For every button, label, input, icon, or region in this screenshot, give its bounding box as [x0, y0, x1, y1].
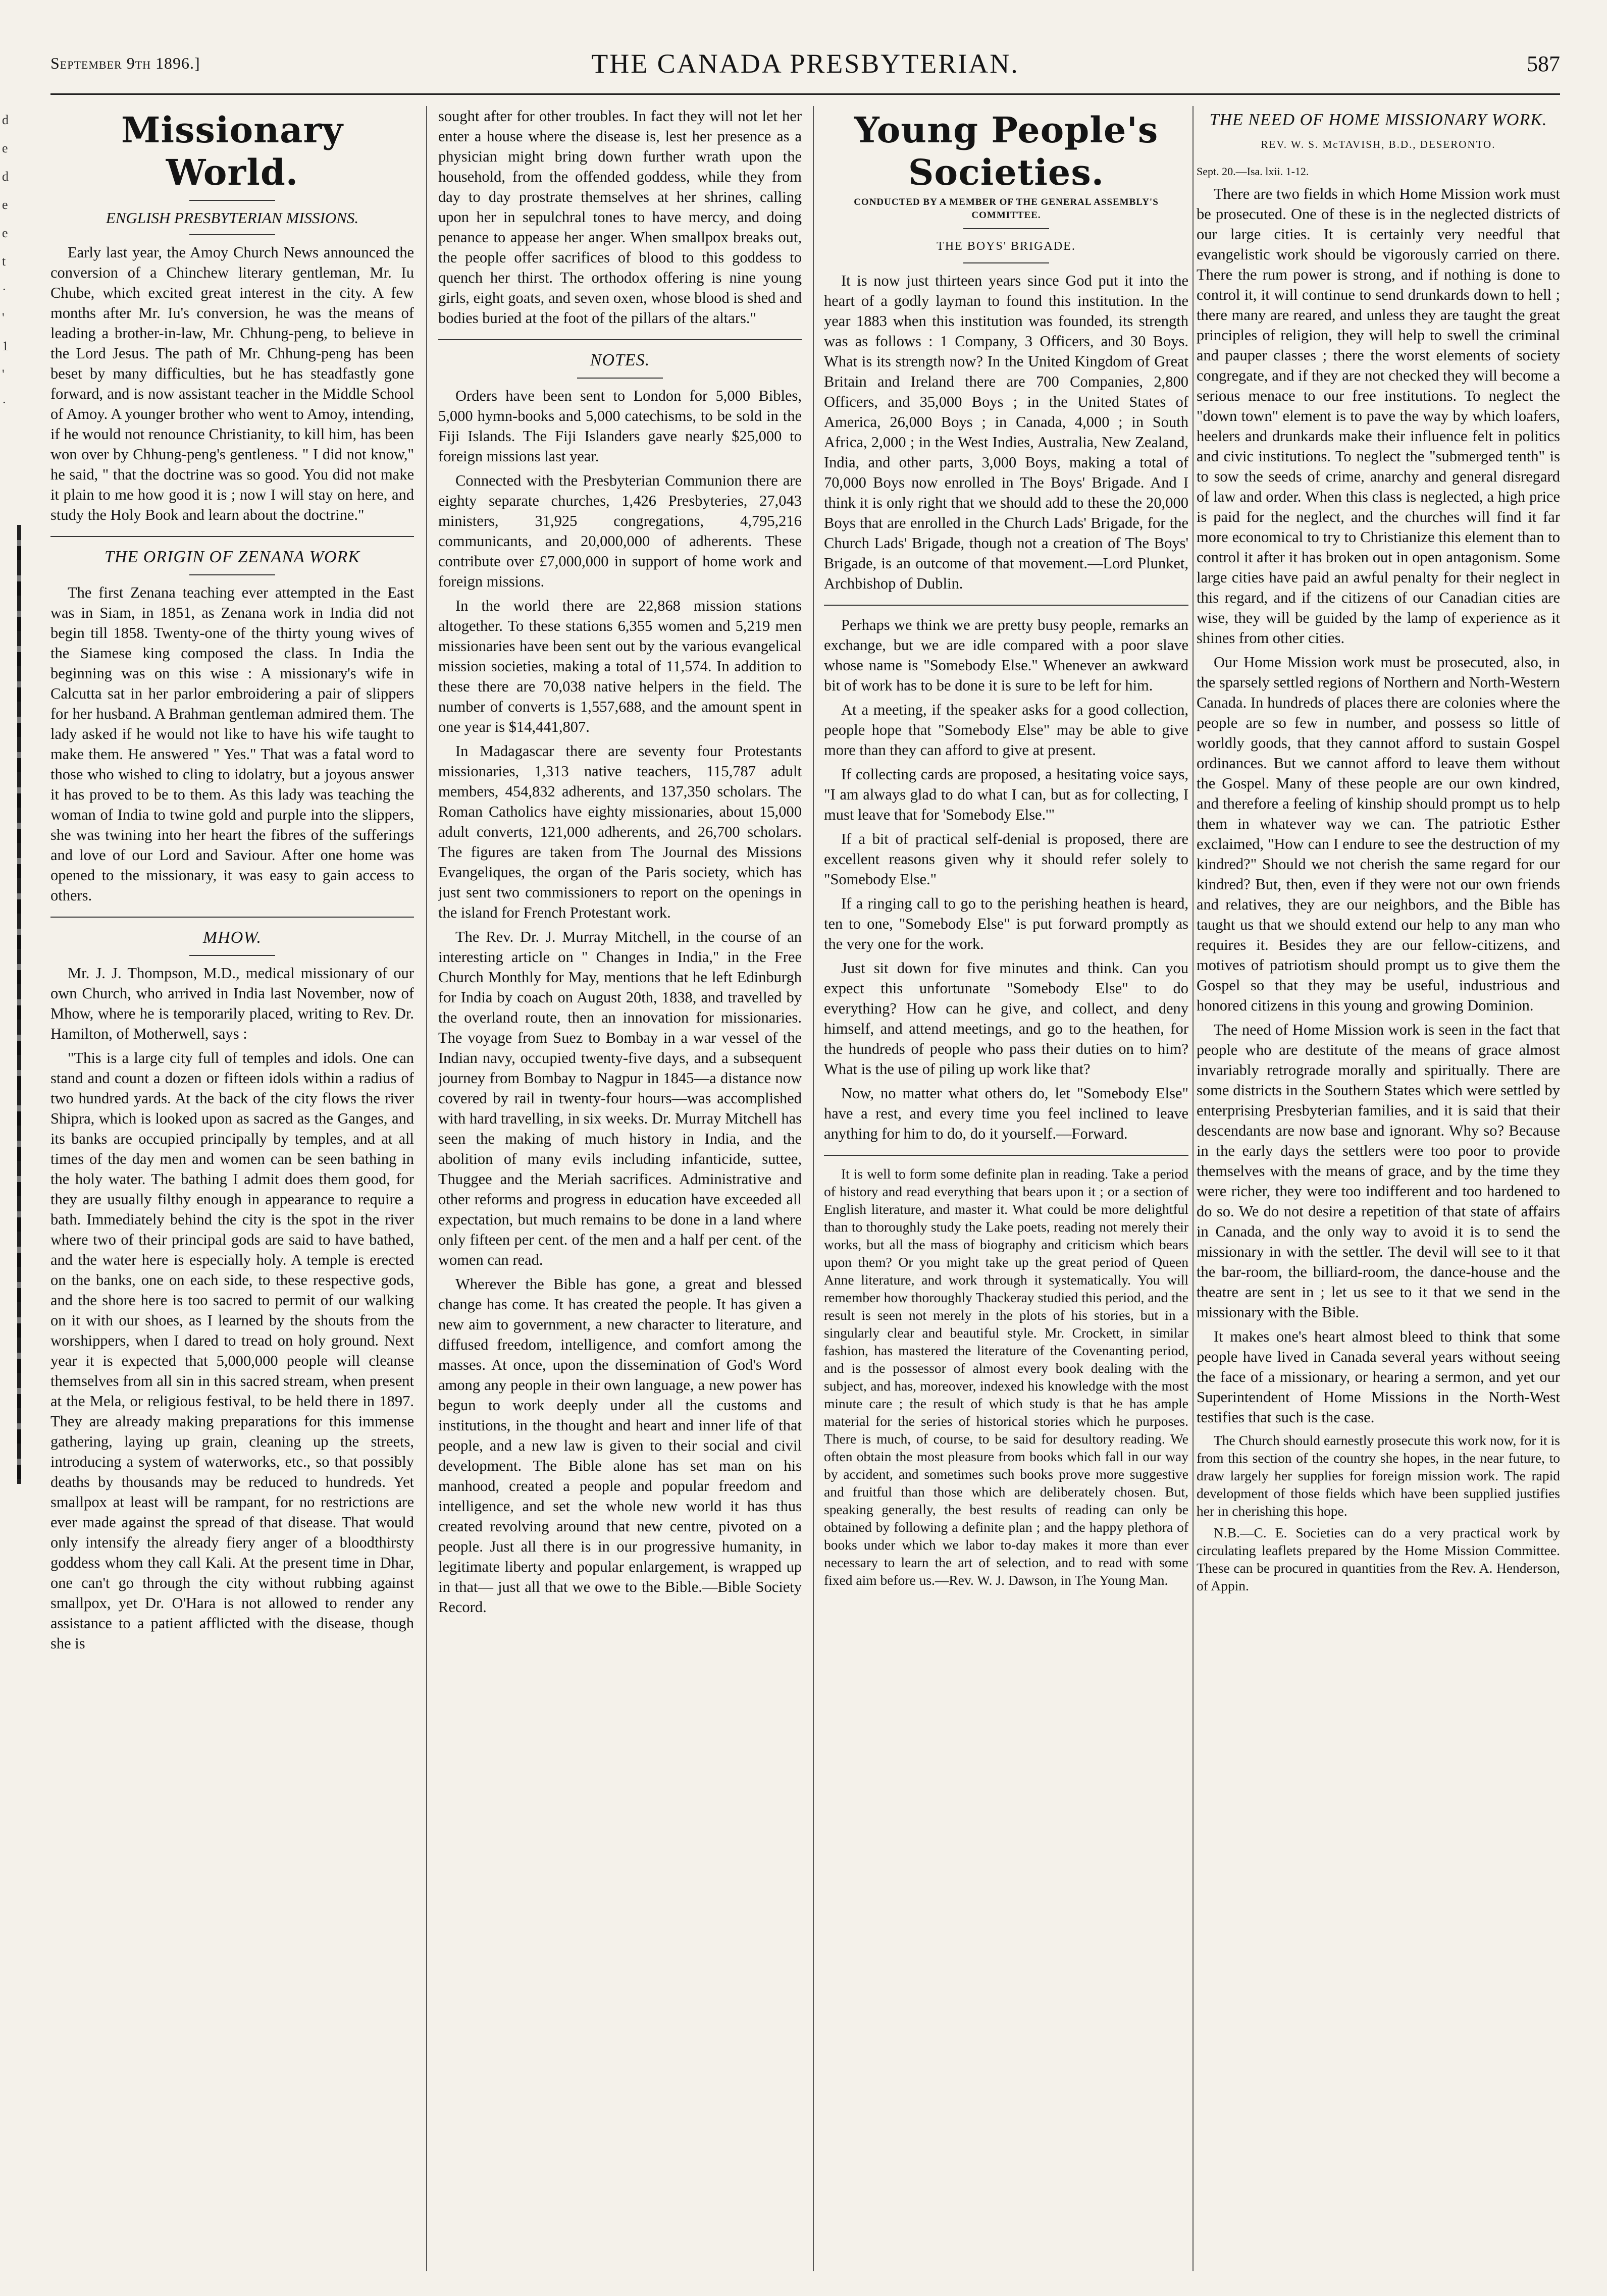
- paragraph: sought after for other troubles. In fact they will not let her enter a house where the disease is, lest her presence as a physician might bring down further wrath upon the household, from the offended goddess, while they from day to day prostrate themselves at her shrines, calling upon her in sepulchral tones to have mercy, and doing penance to appease her anger. When smallpox breaks out, the people offer sacrifices of blood to this goddess to quench her thirst. The orthodox offering is nine young girls, eight goats, and seven oxen, whose blood is shed and bodies buried at the foot of the pillars of the altars.": [438, 108, 802, 327]
- article-author: REV. W. S. McTAVISH, B.D., DESERONTO.: [1261, 138, 1496, 150]
- margin-mark: e: [2, 197, 8, 212]
- margin-mark: e: [2, 226, 8, 240]
- margin-mark: ·: [2, 395, 7, 410]
- paragraph: In Madagascar there are seventy four Protestants missionaries, 1,313 native teachers, 115,787 adult members, 454,832 adherents, and 137,350 scholars. The Roman Catholics have eighty missionaries, about 15,000 adult converts, 121,000 adherents, and 26,700 scholars. The figures are taken from The Journal des Missions Evangeliques, the organ of the Paris society, which has just sent two commissioners to report on the openings in the island for French Protestant work.: [438, 742, 802, 921]
- article-title: MHOW.: [202, 928, 262, 947]
- divider: [824, 605, 1188, 606]
- paragraph: In the world there are 22,868 mission stations altogether. To these stations 6,355 women and 5,219 men missionaries have been sent out by the various evangelical mission societies, making a total of 11,574. In addition to these there are 70,038 native helpers in the field. The number of converts is 1,557,688, and the amount spent in one year is $14,441,807.: [438, 597, 802, 735]
- column-4: [1197, 106, 1560, 2271]
- paragraph: If a bit of practical self-denial is proposed, there are excellent reasons given why it should refer solely to "Somebody Else.": [824, 830, 1188, 888]
- divider: [50, 536, 414, 537]
- paragraph: N.B.—C. E. Societies can do a very practical work by circulating leaflets prepared by the Home Mission Committee. These can be procured in quantities from the Rev. A. Henderson, of Appin.: [1197, 1525, 1560, 1593]
- paragraph: The need of Home Mission work is seen in the fact that people who are destitute of the means of grace almost invariably retrograde morally and spiritually. There are some districts in the Southern States which were settled by enterprising Presbyterian families, and it is said that their descendants are now base and ignorant. Why so? Because in the early days the settlers were too poor to provide themselves with the means of grace, and by the time they were richer, they were too indifferent and too hardened to do so. We do not desire a repetition of that state of affairs in Canada, and the only way to avoid it is to send the missionary in with the settler. The devil will see to it that the bar-room, the billiard-room, the dance-house and the theatre are sent in ; let us see to it that we send in the missionary with the Bible.: [1197, 1021, 1560, 1321]
- paragraph: Orders have been sent to London for 5,000 Bibles, 5,000 hymn-books and 5,000 catechisms, to be sold in the Fiji Islands. The Fiji Islanders gave nearly $25,000 to foreign missions last year.: [438, 387, 802, 465]
- paragraph: Wherever the Bible has gone, a great and blessed change has come. It has created the people. It has given a new aim to government, a new character to literature, and diffused freedom, intelligence, and comfort among the masses. At once, upon the dissemination of God's Word among any people in their own language, a new power has begun to work deeply under all the customs and institutions, in the thought and heart and inner life of that people, and a new law is given to their social and civil development. The Bible alone has set man on his manhood, created a people and popular freedom and intelligence, and set the whole new world it has thus created revolving around that new centre, pivoted on a people. Just all there is in our progressive humanity, in legitimate liberty and popular enlargement, is wrapped up in that— just all that we owe to the Bible.—Bible Society Record.: [438, 1275, 802, 1616]
- margin-mark: e: [2, 141, 8, 155]
- paragraph: It makes one's heart almost bleed to think that some people have lived in Canada several years without seeing the face of a missionary, or hearing a sermon, and yet our Superintendent of Home Missions in the North-West testifies that such is the case.: [1197, 1328, 1560, 1426]
- paragraph: Early last year, the Amoy Church News announced the conversion of a Chinchew literary gentleman, Mr. Iu Chube, which excited great interest in the city. A few months after Mr. Iu's conversion, he was the means of leading a brother-in-law, Mr. Chhung-peng, to believe in the Lord Jesus. The path of Mr. Chhung-peng has been beset by many difficulties, but he has steadfastly gone forward, and is now assistant teacher in the Middle School of Amoy. A younger brother who went to Amoy, intending, if he would not renounce Christianity, to kill him, has been won over by Chhung-peng's gentleness. " I did not know," he said, " that the doctrine was so good. You did not make it plain to me how good it is ; now I will stay on here, and study the Holy Book and learn about the doctrine.": [50, 244, 414, 523]
- column-1: [50, 106, 414, 2271]
- article-title: THE NEED OF HOME MISSIONARY WORK.: [1209, 111, 1547, 129]
- paragraph: Perhaps we think we are pretty busy people, remarks an exchange, but we are idle compared with a poor slave whose name is "Somebody Else." Whenever an awkward bit of work has to be done it is sure to be left for him.: [824, 616, 1188, 694]
- paragraph: The Church should earnestly prosecute this work now, for it is from this section of the country she hopes, in the near future, to draw largely her supplies for foreign mission work. The rapid development of those fields which have been supplied justifies her in cherishing this hope.: [1197, 1432, 1560, 1519]
- divider: [189, 200, 275, 201]
- article-title: NOTES.: [590, 351, 650, 369]
- paragraph: Our Home Mission work must be prosecuted, also, in the sparsely settled regions of Northern and North-Western Canada. In hundreds of places there are colonies where the people are so few in number, and possess so little of worldly goods, that they cannot afford to sustain Gospel ordinances. But we cannot afford to leave them without the Gospel. Many of these people are our own kindred, and therefore a feeling of kinship should prompt us to help them in whatever way we can. The patriotic Esther exclaimed, "How can I endure to see the destruction of my kindred?" Should we not cherish the same regard for our kindred? But, then, even if they were not our own friends and relatives, they are our neighbors, and the Bible has taught us that we should extend our help to any man who requires it. Besides they are our fellow-citizens, and motives of patriotism should prompt us to give them the Gospel so that they may be useful, industrious and honored citizens in this young and growing Dominion.: [1197, 654, 1560, 1014]
- paragraph: Just sit down for five minutes and think. Can you expect this unfortunate "Somebody Else" to do everything? How can he give, and collect, and deny himself, and attend meetings, and go to the heathen, for the hundreds of people who pass their duties on to him? What is the use of piling up work like that?: [824, 959, 1188, 1078]
- paragraph: The first Zenana teaching ever attempted in the East was in Siam, in 1851, as Zenana work in India did not begin till 1858. Twenty-one of the thirty young wives of the Siamese king composed the class. In India the beginning was on this wise : A missionary's wife in Calcutta sat in her parlor embroidering a pair of slippers for her husband. A Brahman gentleman admired them. The lady asked if he would not like to have his wife taught to make them. He answered " Yes." That was a fatal word to those who wished to cling to idolatry, but a joyous answer it has proved to be to them. As this lady was teaching the woman of India to twine gold and purple into the slippers, she was twining into her heart the fibres of the sufferings and love of our Lord and Saviour. After one home was opened to the missionary, it was easy to gain access to others.: [50, 584, 414, 904]
- paragraph: Connected with the Presbyterian Communion there are eighty separate churches, 1,426 Presbyteries, 27,043 ministers, 31,925 congregations, 4,795,216 communicants, and 20,000,000 of adherents. These contribute over £7,000,000 in support of home work and foreign missions.: [438, 472, 802, 590]
- divider: [963, 262, 1049, 263]
- paragraph: The Rev. Dr. J. Murray Mitchell, in the course of an interesting article on " Changes in India," in the Free Church Monthly for May, mentions that he left Edinburgh for India by coach on August 20th, 1838, and travelled by the overland route, then an innovation for missionaries. The voyage from Suez to Bombay in a war vessel of the Indian navy, occupied twenty-five days, and a subsequent journey from Bombay to Nagpur in 1845—a distance now covered by rail in twenty-four hours—was accomplished with hard travelling, in six weeks. Dr. Murray Mitchell has seen the making of much history in India, and the abolition of many evils including infanticide, suttee, Thuggee and the Meriah sacrifices. Administrative and other reforms and progress in education have exceeded all expectation, but much remains to be done in a land where only fifteen per cent. of the men and a half per cent. of the women can read.: [438, 928, 802, 1268]
- margin-mark: d: [2, 169, 9, 184]
- margin-mark: ': [2, 367, 5, 382]
- margin-mark: t: [2, 254, 6, 269]
- department-heading: Missionary World.: [121, 109, 343, 193]
- column-rule: [813, 106, 814, 2271]
- divider: [438, 339, 802, 340]
- paragraph: There are two fields in which Home Mission work must be prosecuted. One of these is in the neglected districts of our large cities. It is certainly very needful that evangelistic work should be vigorously carried on there. There the rum power is strong, and if nothing is done to control it, it will continue to send drunkards down to hell ; there many are reared, and unless they are taught the great principles of religion, they will help to swell the criminal and pauper classes ; there the worst elements of society congregate, and if they are not checked they will become a serious menace to our free institutions. To neglect the "down town" element is to pave the way by which loafers, heelers and drunkards make their influence felt in politics and civic institutions. To neglect the "submerged tenth" is to sow the seeds of crime, anarchy and general disregard of law and order. When this class is neglected, a high price is paid for the neglect, and the churches will find it far more economical to try to Christianize this element than to control it after it has broken out in open antagonism. Some large cities have paid an awful penalty for their neglect in this regard, and if the citizens of our Canadian cities are wise, they will be guided by the lamp of experience as it shines from other cities.: [1197, 185, 1560, 647]
- margin-mark: 1: [2, 339, 9, 353]
- article-title: ENGLISH PRESBYTERIAN MISSIONS.: [106, 209, 359, 227]
- divider: [189, 955, 275, 956]
- binding-shadow: [17, 525, 21, 1484]
- page-number: 587: [1527, 51, 1560, 76]
- divider: [189, 234, 275, 235]
- divider: [577, 378, 663, 379]
- column-2: [438, 106, 802, 2271]
- department-byline: CONDUCTED BY A MEMBER OF THE GENERAL ASSEMBLY'S COMMITTEE.: [854, 197, 1159, 221]
- column-rule: [426, 106, 427, 2271]
- article-title: THE ORIGIN OF ZENANA WORK: [104, 548, 360, 566]
- publication-title: THE CANADA PRESBYTERIAN.: [591, 48, 1019, 79]
- margin-mark: ·: [2, 282, 7, 297]
- margin-marks: [2, 106, 15, 417]
- margin-mark: d: [2, 113, 9, 127]
- paragraph: Mr. J. J. Thompson, M.D., medical missionary of our own Church, who arrived in India last November, now of Mhow, where he is temporarily placed, writing to Rev. Dr. Hamilton, of Motherwell, says :: [50, 965, 414, 1042]
- paragraph: "This is a large city full of temples and idols. One can stand and count a dozen or fifteen idols within a radius of two hundred yards. At the back of the city flows the river Shipra, which is looked upon as sacred as the Ganges, and its banks are occupied principally by temples, and at all times of the day men and women can be seen bathing in the holy water. The bathing I admit does them good, for they are usually filthy enough in appearance to require a bath. Immediately behind the city is the spot in the river where two of their principal gods are said to have bathed, and the water here is especially holy. A temple is erected on the banks, one on each side, to these respective gods, and the shore here is too sacred to permit of our walking on it with our shoes, as I learned by the shouts from the worshippers, when I dared to tread on holy ground. Next year it is expected that 5,000,000 people will cleanse themselves from all sin in this sacred stream, when present at the Mela, or religious festival, to be held there in 1897. They are already making preparations for this immense gathering, laying up grain, cleaning up the streets, introducing a system of waterworks, etc., so that possibly deaths by thousands may be reduced to hundreds. Yet smallpox at least will be rampant, for no restrictions are ever made against the spread of that disease. That would only intensify the already fiery anger of a bloodthirsty goddess whom they call Kali. At the present time in Dhar, one can't go through the city without rubbing against smallpox, yet Dr. O'Hara is not allowed to render any assistance to a patient afflicted with the disease, though she is: [50, 1049, 414, 1652]
- divider: [963, 228, 1049, 229]
- column-rule: [1193, 106, 1194, 2271]
- department-heading: Young People's Societies.: [854, 109, 1159, 193]
- page-header: [50, 48, 1560, 95]
- paragraph: At a meeting, if the speaker asks for a good collection, people hope that "Somebody Else" may be able to give more than they can afford to give at present.: [824, 701, 1188, 759]
- article-title: THE BOYS' BRIGADE.: [937, 240, 1076, 253]
- margin-mark: ': [2, 310, 5, 325]
- divider: [189, 574, 275, 575]
- divider: [824, 1155, 1188, 1156]
- issue-date: September 9th 1896.]: [50, 54, 200, 72]
- paragraph: Now, no matter what others do, let "Somebody Else" have a rest, and every time you feel inclined to leave anything for him to do, do it yourself.—Forward.: [824, 1085, 1188, 1142]
- paragraph: If a ringing call to go to the perishing heathen is heard, ten to one, "Somebody Else" is put forward promptly as the very one for the work.: [824, 895, 1188, 952]
- paragraph: If collecting cards are proposed, a hesitating voice says, "I am always glad to do what I can, but as for collecting, I must leave that for 'Somebody Else.'": [824, 766, 1188, 823]
- column-3: [824, 106, 1188, 2271]
- scripture-reference: Sept. 20.—Isa. lxii. 1-12.: [1197, 165, 1309, 178]
- divider: [50, 917, 414, 918]
- paragraph: It is well to form some definite plan in reading. Take a period of history and read everything that bears upon it ; or a section of English literature, and master it. What could be more delightful than to thoroughly study the Lake poets, reading not merely their works, but all the mass of biography and criticism which bears upon them? Or you might take up the great period of Queen Anne literature, and work through it systematically. You will remember how thoroughly Thackeray studied this period, and the result is seen not merely in the plots of his stories, but in a singularly clear and beautiful style. Mr. Crockett, in similar fashion, has mastered the literature of the Covenanting period, and is the possessor of almost every book dealing with the subject, and has, moreover, indexed his knowledge with the most minute care ; the result of which study is that he has ample material for the series of historical stories which he purposes. There is much, of course, to be said for desultory reading. We often obtain the most pleasure from books which fall in our way by accident, and sometimes such books prove more suggestive and fruitful than those which are deliberately chosen. But, speaking generally, the best results of reading can only be obtained by following a definite plan ; and the happy plethora of books under which we labor to-day makes it more than ever necessary to learn the art of selection, and to read with some fixed aim before us.—Rev. W. J. Dawson, in The Young Man.: [824, 1166, 1188, 1588]
- paragraph: It is now just thirteen years since God put it into the heart of a godly layman to found this institution. In the year 1883 when this institution was founded, its strength was as follows : 1 Company, 3 Officers, and 30 Boys. What is its strength now? In the United Kingdom of Great Britain and Ireland there are 700 Companies, 2,800 Officers, and 35,000 Boys ; in the United States of America, 26,000 Boys ; in Canada, 4,000 ; in South Africa, 2,000 ; in the West Indies, Australia, New Zealand, India, and other parts, 3,000 Boys, making a total of 70,000 Boys now enrolled in The Boys' Brigade. And I think it is only right that we should add to these the 20,000 Boys that are enrolled in the Church Lads' Brigade, for the Church Lads' Brigade, though not a creation of The Boys' Brigade, is an outcome of that movement.—Lord Plunket, Archbishop of Dublin.: [824, 272, 1188, 592]
